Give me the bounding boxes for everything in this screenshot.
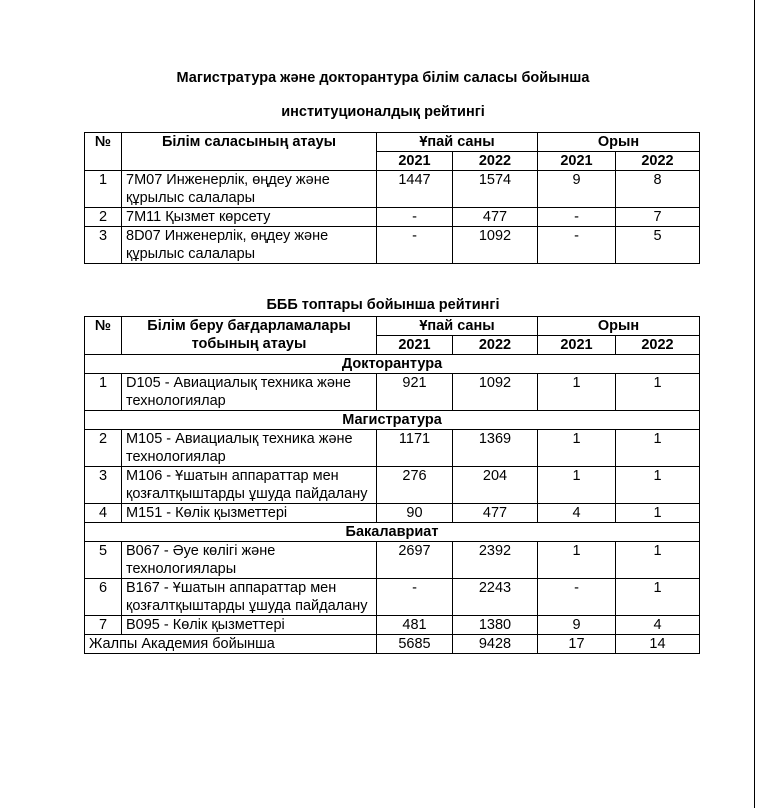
total-rank-2022: 14 bbox=[616, 635, 700, 654]
row-count-2021: - bbox=[377, 579, 453, 616]
section-doctorate: Докторантура bbox=[85, 355, 700, 374]
header-rank-2022: 2022 bbox=[616, 336, 700, 355]
row-count-2022: 204 bbox=[453, 467, 538, 504]
row-count-2021: - bbox=[377, 227, 453, 264]
row-count-2022: 1092 bbox=[453, 374, 538, 411]
row-count-2021: 1447 bbox=[377, 171, 453, 208]
header-no: № bbox=[85, 133, 122, 171]
header-row bbox=[85, 133, 700, 152]
row-name: D105 - Авиациалық техника және технологиялар bbox=[122, 374, 377, 411]
program-groups-rating-table bbox=[84, 316, 700, 654]
row-name: M151 - Көлік қызметтері bbox=[122, 504, 377, 523]
header-count: Ұпай саны bbox=[377, 317, 538, 336]
row-name: 8D07 Инженерлік, өңдеу және құрылыс салалары bbox=[122, 227, 377, 264]
row-rank-2022: 8 bbox=[616, 171, 700, 208]
title-program-groups: БББ топтары бойынша рейтингі bbox=[266, 297, 500, 313]
total-count-2021: 5685 bbox=[377, 635, 453, 654]
section-bachelor: Бакалавриат bbox=[85, 523, 700, 542]
row-rank-2021: 4 bbox=[538, 504, 616, 523]
row-rank-2022: 4 bbox=[616, 616, 700, 635]
row-count-2022: 1369 bbox=[453, 430, 538, 467]
row-count-2021: 481 bbox=[377, 616, 453, 635]
header-name: Білім саласының атауы bbox=[122, 133, 377, 171]
row-rank-2021: 9 bbox=[538, 171, 616, 208]
table-row bbox=[85, 227, 700, 264]
row-rank-2021: 1 bbox=[538, 430, 616, 467]
table-row bbox=[85, 504, 700, 523]
table-row bbox=[85, 430, 700, 467]
row-no: 6 bbox=[85, 579, 122, 616]
title-line-2: институционалдық рейтингі bbox=[281, 104, 485, 120]
total-row bbox=[85, 635, 700, 654]
row-rank-2022: 1 bbox=[616, 542, 700, 579]
row-count-2021: 90 bbox=[377, 504, 453, 523]
row-no: 2 bbox=[85, 208, 122, 227]
table-row bbox=[85, 374, 700, 411]
row-rank-2022: 5 bbox=[616, 227, 700, 264]
header-count-2022: 2022 bbox=[453, 336, 538, 355]
row-no: 4 bbox=[85, 504, 122, 523]
section-row-doctorate bbox=[85, 355, 700, 374]
row-count-2022: 477 bbox=[453, 208, 538, 227]
section-row-masters bbox=[85, 411, 700, 430]
total-count-2022: 9428 bbox=[453, 635, 538, 654]
row-name: M105 - Авиациалық техника және технологиялар bbox=[122, 430, 377, 467]
row-name: B167 - Ұшатын аппараттар мен қозғалтқыштарды ұшуда пайдалану bbox=[122, 579, 377, 616]
row-rank-2022: 1 bbox=[616, 374, 700, 411]
row-name: 7М11 Қызмет көрсету bbox=[122, 208, 377, 227]
header-rank-2021: 2021 bbox=[538, 336, 616, 355]
row-rank-2022: 1 bbox=[616, 467, 700, 504]
row-rank-2021: - bbox=[538, 227, 616, 264]
row-name: M106 - Ұшатын аппараттар мен қозғалтқыштарды ұшуда пайдалану bbox=[122, 467, 377, 504]
row-rank-2021: - bbox=[538, 579, 616, 616]
header-count-2021: 2021 bbox=[377, 152, 453, 171]
institutional-rating-table bbox=[84, 132, 700, 264]
row-count-2021: 2697 bbox=[377, 542, 453, 579]
row-count-2021: 1171 bbox=[377, 430, 453, 467]
row-no: 3 bbox=[85, 467, 122, 504]
title-line-1: Магистратура және докторантура білім саласы бойынша bbox=[176, 70, 590, 86]
row-count-2022: 477 bbox=[453, 504, 538, 523]
row-no: 3 bbox=[85, 227, 122, 264]
row-count-2022: 1092 bbox=[453, 227, 538, 264]
header-rank-2022: 2022 bbox=[616, 152, 700, 171]
row-no: 5 bbox=[85, 542, 122, 579]
row-rank-2022: 7 bbox=[616, 208, 700, 227]
row-name: 7М07 Инженерлік, өңдеу және құрылыс салалары bbox=[122, 171, 377, 208]
header-count: Ұпай саны bbox=[377, 133, 538, 152]
row-no: 1 bbox=[85, 171, 122, 208]
header-rank-2021: 2021 bbox=[538, 152, 616, 171]
row-count-2022: 2243 bbox=[453, 579, 538, 616]
row-count-2022: 2392 bbox=[453, 542, 538, 579]
table-row bbox=[85, 171, 700, 208]
row-rank-2021: 1 bbox=[538, 467, 616, 504]
row-count-2022: 1380 bbox=[453, 616, 538, 635]
total-label: Жалпы Академия бойынша bbox=[85, 635, 377, 654]
row-rank-2022: 1 bbox=[616, 430, 700, 467]
header-row bbox=[85, 317, 700, 336]
row-name: B095 - Көлік қызметтері bbox=[122, 616, 377, 635]
header-no: № bbox=[85, 317, 122, 355]
header-rank: Орын bbox=[538, 317, 700, 336]
row-count-2021: 921 bbox=[377, 374, 453, 411]
header-count-2022: 2022 bbox=[453, 152, 538, 171]
table-row bbox=[85, 542, 700, 579]
table-row bbox=[85, 579, 700, 616]
row-rank-2021: 1 bbox=[538, 374, 616, 411]
row-count-2022: 1574 bbox=[453, 171, 538, 208]
header-rank: Орын bbox=[538, 133, 700, 152]
row-count-2021: 276 bbox=[377, 467, 453, 504]
row-rank-2021: 1 bbox=[538, 542, 616, 579]
total-rank-2021: 17 bbox=[538, 635, 616, 654]
row-count-2021: - bbox=[377, 208, 453, 227]
header-count-2021: 2021 bbox=[377, 336, 453, 355]
section-row-bachelor bbox=[85, 523, 700, 542]
row-rank-2021: - bbox=[538, 208, 616, 227]
row-no: 7 bbox=[85, 616, 122, 635]
section-masters: Магистратура bbox=[85, 411, 700, 430]
header-name: Білім беру бағдарламалары тобының атауы bbox=[122, 317, 377, 355]
row-name: B067 - Әуе көлігі және технологиялары bbox=[122, 542, 377, 579]
row-rank-2022: 1 bbox=[616, 504, 700, 523]
table-row bbox=[85, 616, 700, 635]
row-no: 2 bbox=[85, 430, 122, 467]
table-row bbox=[85, 467, 700, 504]
row-rank-2021: 9 bbox=[538, 616, 616, 635]
row-rank-2022: 1 bbox=[616, 579, 700, 616]
page-edge-line bbox=[754, 0, 755, 808]
table-row bbox=[85, 208, 700, 227]
row-no: 1 bbox=[85, 374, 122, 411]
